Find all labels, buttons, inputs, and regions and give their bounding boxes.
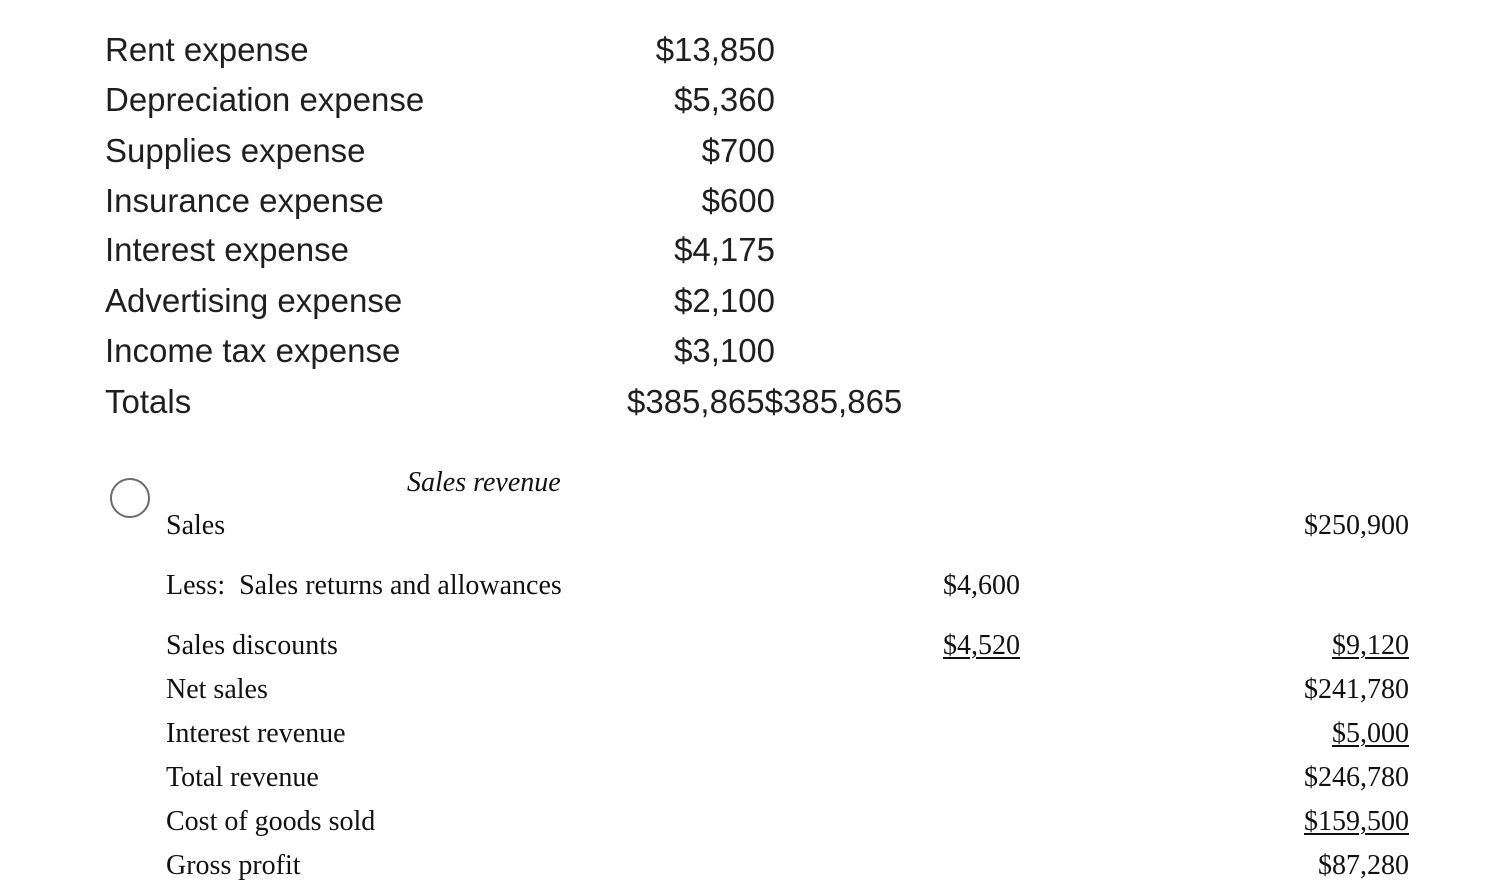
expense-amount: $700 (701, 132, 775, 169)
row-amount: $241,780 (1304, 674, 1409, 705)
row-label: Total revenue (166, 762, 319, 793)
statement-row-returns (0, 568, 1506, 604)
statement-row-sales (0, 508, 1506, 544)
expense-label: Advertising expense (105, 282, 403, 319)
row-label: Interest revenue (166, 718, 346, 749)
totals-credit: $385,865 (764, 383, 903, 420)
row-amount: $246,780 (1304, 762, 1409, 793)
expense-row-insurance (0, 179, 1506, 223)
statement-heading: Sales revenue (407, 467, 561, 498)
expense-label: Rent expense (105, 31, 309, 68)
totals-values (627, 380, 902, 424)
statement-row-interest-revenue (0, 716, 1506, 752)
expense-label: Depreciation expense (105, 81, 425, 118)
expense-label: Interest expense (105, 231, 349, 268)
row-label: Sales (166, 510, 226, 541)
expense-amount: $4,175 (674, 231, 775, 268)
row-label: Less: Sales returns and allowances (166, 570, 562, 601)
row-amount: $159,500 (1304, 806, 1409, 837)
totals-debit: $385,865 (627, 383, 765, 420)
expense-amount: $3,100 (674, 332, 775, 369)
expense-amount: $600 (701, 182, 775, 219)
expense-row-depreciation (0, 78, 1506, 122)
expense-row-rent (0, 28, 1506, 72)
expense-row-income-tax (0, 329, 1506, 373)
row-subamount: $4,600 (943, 570, 1020, 601)
expense-label: Supplies expense (105, 132, 366, 169)
totals-label: Totals (105, 383, 192, 420)
row-label: Gross profit (166, 850, 301, 881)
statement-row-total-revenue (0, 760, 1506, 796)
totals-row (0, 380, 1506, 424)
expense-amount: $5,360 (674, 81, 775, 118)
row-amount: $5,000 (1332, 718, 1409, 749)
expense-row-interest (0, 228, 1506, 272)
row-subamount: $4,520 (943, 630, 1020, 661)
row-label: Cost of goods sold (166, 806, 376, 837)
expense-amount: $2,100 (674, 282, 775, 319)
statement-row-gross-profit (0, 848, 1506, 884)
row-label: Net sales (166, 674, 268, 705)
expense-row-supplies (0, 129, 1506, 173)
row-amount: $250,900 (1304, 510, 1409, 541)
expense-amount: $13,850 (655, 31, 775, 68)
expense-label: Insurance expense (105, 182, 384, 219)
expense-row-advertising (0, 279, 1506, 323)
row-amount: $9,120 (1332, 630, 1409, 661)
statement-row-net-sales (0, 672, 1506, 708)
row-amount: $87,280 (1318, 850, 1409, 881)
row-label: Sales discounts (166, 630, 338, 661)
statement-row-cogs (0, 804, 1506, 840)
expense-label: Income tax expense (105, 332, 401, 369)
statement-row-discounts (0, 628, 1506, 664)
